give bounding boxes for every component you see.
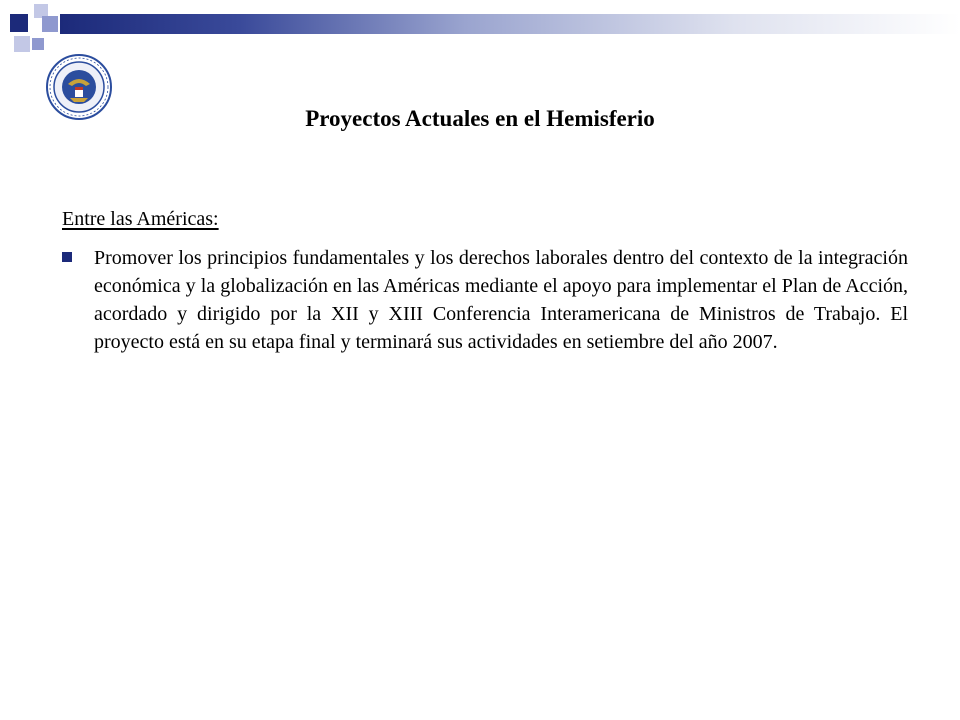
bullet-text: Promover los principios fundamentales y los derechos laborales dentro del contexto de la integración económica y la globalización en las Américas mediante el apoyo para implementar el Plan de Acción, acordado y dirigido por la XII y XIII Conferencia Interamericana de Ministros de Trabajo. El proyecto está en su etapa final y terminará sus actividades en setiembre del año 2007.	[94, 247, 908, 353]
corner-square-mid	[32, 38, 44, 50]
square-bullet-icon	[62, 252, 72, 262]
corner-square-light	[14, 36, 30, 52]
corner-square-mid	[42, 16, 58, 32]
section-heading: Entre las Américas:	[62, 208, 219, 230]
corner-square-dark	[10, 14, 28, 32]
slide-title: Proyectos Actuales en el Hemisferio	[305, 106, 655, 131]
header-gradient-band	[60, 14, 960, 34]
list-item	[62, 244, 908, 356]
